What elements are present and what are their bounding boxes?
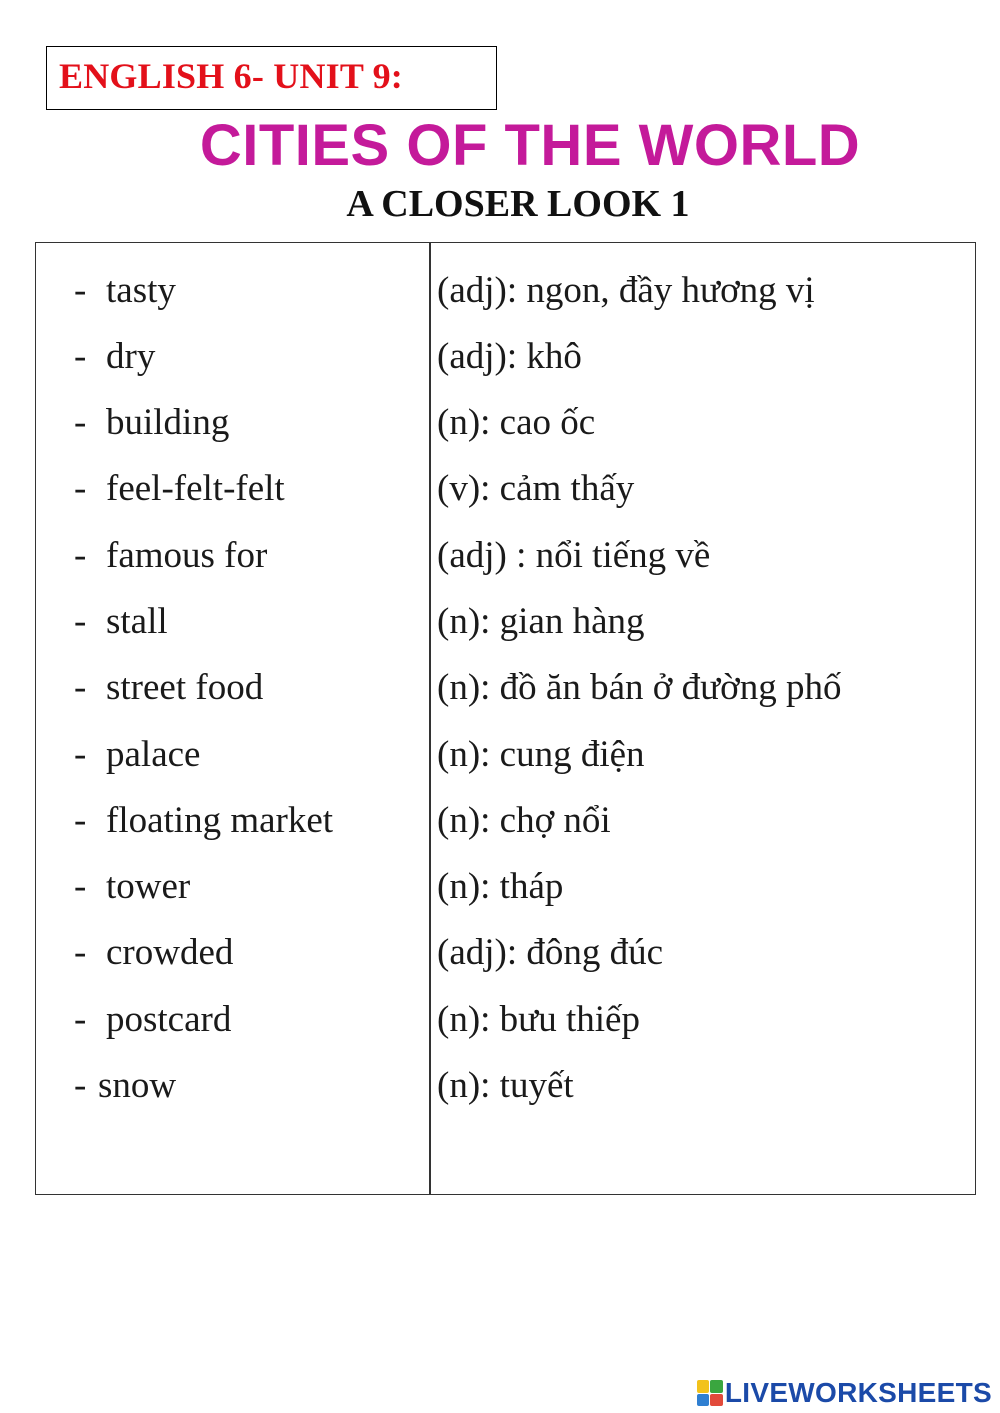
vocab-row [36, 1056, 975, 1116]
vocab-term: - dry [74, 336, 156, 377]
vocab-row [36, 658, 975, 718]
vocab-meaning: (adj): khô [437, 336, 582, 377]
unit-label: ENGLISH 6- UNIT 9: [59, 56, 404, 96]
vocab-row [36, 725, 975, 785]
page-title: CITIES OF THE WORLD [199, 113, 861, 178]
vocab-row [36, 526, 975, 586]
vocab-row [36, 459, 975, 519]
unit-label-box [46, 46, 497, 110]
vocab-row [36, 592, 975, 652]
vocab-meaning: (v): cảm thấy [437, 468, 635, 509]
vocab-meaning: (n): tuyết [437, 1065, 574, 1106]
vocab-meaning: (n): bưu thiếp [437, 999, 640, 1040]
vocab-term: - building [74, 402, 230, 443]
vocab-meaning: (adj): đông đúc [437, 932, 664, 973]
vocab-meaning: (adj): ngon, đầy hương vị [437, 270, 815, 311]
vocab-term: - tasty [74, 270, 176, 311]
vocab-term: - tower [74, 866, 191, 907]
vocab-term: - street food [74, 667, 264, 708]
vocab-term: - floating market [74, 800, 334, 841]
vocab-term: - snow [74, 1065, 177, 1106]
vocab-meaning: (n): cung điện [437, 734, 645, 775]
vocab-row [36, 393, 975, 453]
watermark-text: LIVEWORKSHEETS [724, 1377, 992, 1408]
vocab-meaning: (n): chợ nổi [437, 800, 611, 841]
page-subtitle: A CLOSER LOOK 1 [346, 183, 690, 225]
vocab-meaning: (n): cao ốc [437, 402, 596, 443]
vocabulary-table [35, 242, 976, 1195]
vocab-term: - stall [74, 601, 168, 642]
vocab-row [36, 791, 975, 851]
vocab-row [36, 923, 975, 983]
vocab-term: - postcard [74, 999, 232, 1040]
vocab-term: - feel-felt-felt [74, 468, 285, 509]
liveworksheets-logo-icon [697, 1380, 723, 1406]
liveworksheets-watermark [697, 1376, 992, 1410]
vocab-term: - crowded [74, 932, 234, 973]
vocab-row [36, 261, 975, 321]
vocab-row [36, 857, 975, 917]
vocab-meaning: (n): gian hàng [437, 601, 645, 642]
vocab-term: - palace [74, 734, 201, 775]
vocab-meaning: (adj) : nổi tiếng về [437, 535, 711, 576]
vocab-term: - famous for [74, 535, 268, 576]
vocab-meaning: (n): tháp [437, 866, 564, 907]
vocab-meaning: (n): đồ ăn bán ở đường phố [437, 667, 842, 708]
vocab-row [36, 990, 975, 1050]
vocab-row [36, 327, 975, 387]
